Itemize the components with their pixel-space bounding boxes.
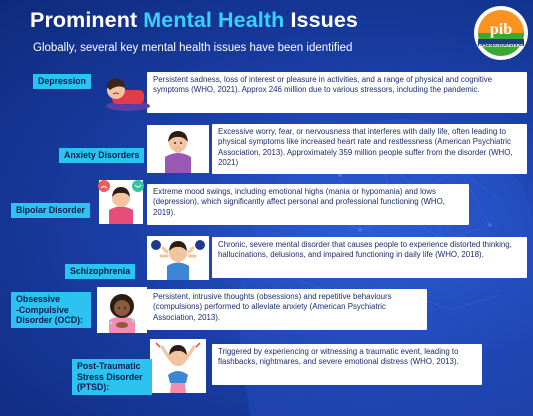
issue-label: Bipolar Disorder bbox=[11, 203, 90, 218]
title-accent: Mental Health bbox=[143, 8, 285, 32]
person-biting-nails-icon bbox=[147, 125, 209, 173]
issue-label-text: Obsessive -Compulsive Disorder (OCD): bbox=[16, 294, 83, 325]
issue-label-text: Post-Traumatic Stress Disorder (PTSD): bbox=[77, 361, 143, 392]
issue-description: Persistent, intrusive thoughts (obsessions) and repetitive behaviours (compulsions) performed to alleviate anxiety (American Psychiatric Association, 2013). bbox=[147, 289, 427, 330]
title-part-2: Issues bbox=[284, 8, 358, 32]
page-subtitle: Globally, several key mental health issues have been identified bbox=[33, 42, 353, 54]
person-hearing-voices-icon bbox=[147, 236, 209, 280]
issue-label: Depression bbox=[33, 74, 91, 89]
person-distressed-icon bbox=[150, 339, 206, 393]
person-washing-hands-icon bbox=[97, 287, 147, 333]
issue-label bbox=[11, 292, 91, 328]
issue-label: Schizophrenia bbox=[65, 264, 135, 279]
issue-description: Extreme mood swings, including emotional highs (mania or hypomania) and lows (depression), which significantly affect personal and professional functioning (WHO, 2019). bbox=[147, 184, 469, 225]
pib-logo bbox=[474, 6, 528, 60]
issue-label bbox=[72, 359, 152, 395]
issue-description: Excessive worry, fear, or nervousness that interferes with daily life, often leading to physical symptoms like increased heart rate and restlessness (American Psychiatric Association, 2013). Approximately 359 million people suffer from the disorder (WHO, 2021) bbox=[212, 124, 527, 174]
issue-description: Chronic, severe mental disorder that causes people to experience distorted thinking, hallucinations, delusions, and impaired functioning in daily life (WHO, 2018). bbox=[212, 237, 527, 278]
issue-description: Triggered by experiencing or witnessing a traumatic event, leading to flashbacks, nightmares, and severe emotional distress (WHO, 2013). bbox=[212, 344, 482, 385]
title-part-1: Prominent bbox=[30, 8, 144, 32]
page-title bbox=[30, 8, 358, 33]
logo-text: pib bbox=[489, 21, 513, 38]
person-with-mood-masks-icon bbox=[95, 176, 147, 224]
issue-label: Anxiety Disorders bbox=[59, 148, 144, 163]
person-lying-sad-icon bbox=[98, 76, 150, 112]
pib-logo-icon bbox=[474, 6, 528, 60]
logo-subtext: BACKGROUNDERS bbox=[478, 43, 524, 48]
issue-description: Persistent sadness, loss of interest or pleasure in activities, and a range of physical and cognitive symptoms (WHO, 2021). Approx 246 million due to various stressors, including the pandemic. bbox=[147, 72, 527, 113]
